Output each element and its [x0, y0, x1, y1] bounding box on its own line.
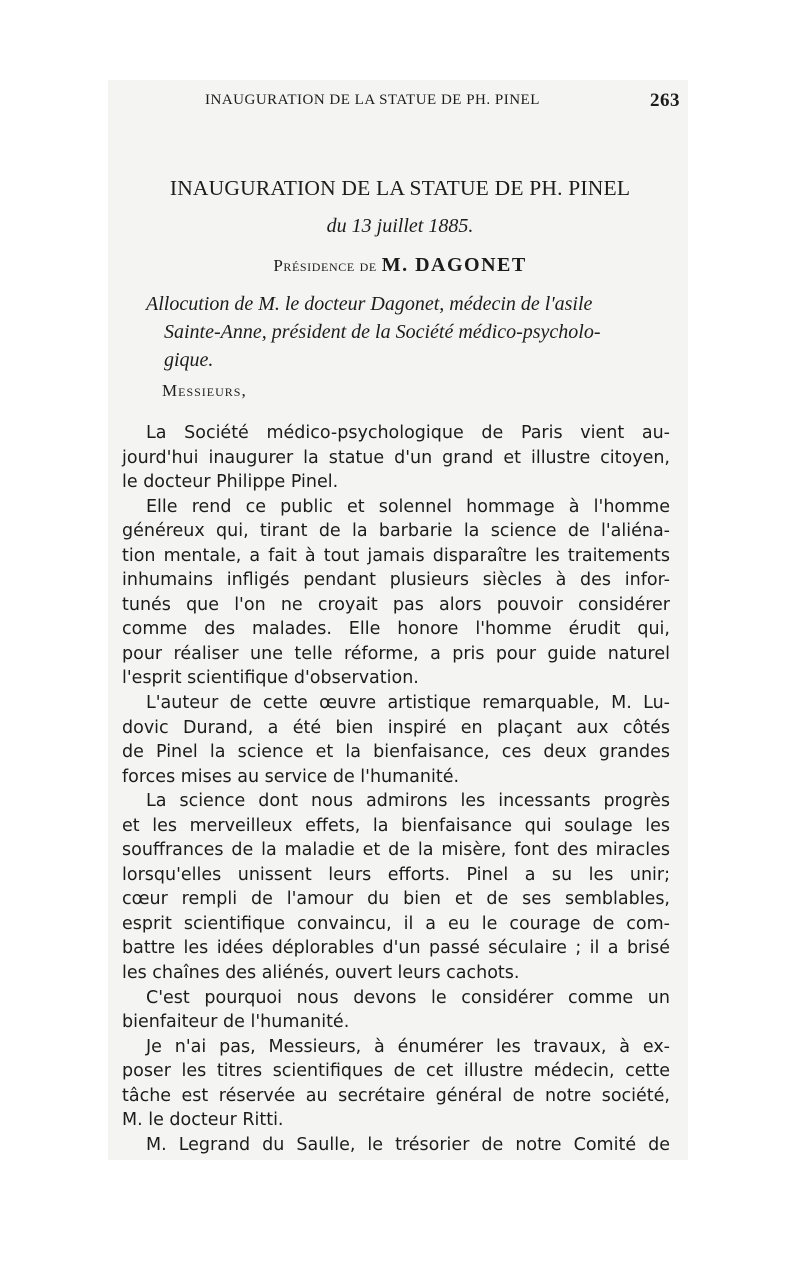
text-line: le docteur Philippe Pinel. — [122, 472, 339, 493]
allocution-line: Allocution de M. le docteur Dagonet, médecin de l'asile — [146, 293, 593, 315]
text-line: La Société médico-psychologique de Paris vient au- — [146, 423, 670, 443]
text-line: tion mentale, a fait à tout jamais disparaître les traitements — [122, 545, 670, 566]
text-line: tâche est réservée au secrétaire général de notre société, — [122, 1085, 670, 1106]
running-title: INAUGURATION DE LA STATUE DE PH. PINEL — [205, 92, 540, 108]
text-line: M. le docteur Ritti. — [122, 1110, 284, 1131]
text-line: souffrances de la maladie et de la misère, font des miracles — [122, 840, 670, 861]
page-number: 263 — [650, 90, 680, 111]
event-date — [0, 215, 800, 238]
allocution-subtitle — [146, 290, 656, 374]
text-line: de Pinel la science et la bienfaisance, ces deux grandes — [122, 742, 670, 763]
allocution-line: Sainte-Anne, président de la Société médico-psycholo- — [164, 321, 601, 343]
salutation: Messieurs, — [162, 381, 247, 400]
text-line: forces mises au service de l'humanité. — [122, 766, 460, 787]
text-line: comme des malades. Elle honore l'homme érudit qui, — [122, 619, 670, 640]
text-line: lorsqu'elles unissent leurs efforts. Pinel a su les unir; — [122, 864, 670, 885]
event-date-text: du 13 juillet 1885. — [326, 215, 474, 237]
text-line: généreux qui, tirant de la barbarie la science de l'aliéna- — [122, 521, 670, 542]
text-line: La science dont nous admirons les incessants progrès — [146, 791, 670, 812]
presidence-label: Présidence de — [273, 256, 377, 275]
text-line: bienfaiteur de l'humanité. — [122, 1012, 350, 1033]
text-line: et les merveilleux effets, la bienfaisance qui soulage les — [122, 815, 670, 836]
text-line: dovic Durand, a été bien inspiré en plaçant aux côtés — [122, 717, 670, 738]
text-line: tunés que l'on ne croyait pas alors pouvoir considérer — [122, 594, 670, 615]
text-line: pour réaliser une telle réforme, a pris pour guide naturel — [122, 643, 670, 664]
text-line: battre les idées déplorables d'un passé séculaire ; il a brisé — [122, 938, 670, 959]
presidence-line — [0, 254, 800, 277]
text-line: les chaînes des aliénés, ouvert leurs cachots. — [122, 963, 520, 984]
body-text — [122, 421, 670, 1157]
text-line: jourd'hui inaugurer la statue d'un grand et illustre citoyen, — [122, 447, 670, 468]
text-line: esprit scientifique convaincu, il a eu le courage de com- — [122, 913, 670, 934]
presidence-name: M. DAGONET — [381, 254, 527, 276]
text-line: C'est pourquoi nous devons le considérer comme un — [146, 987, 670, 1008]
text-line: poser les titres scientifiques de cet illustre médecin, cette — [122, 1061, 670, 1082]
text-line: L'auteur de cette œuvre artistique remarquable, M. Lu- — [146, 693, 670, 714]
text-line: Elle rend ce public et solennel hommage à l'homme — [146, 496, 670, 517]
text-line: Je n'ai pas, Messieurs, à énumérer les travaux, à ex- — [146, 1036, 670, 1057]
article-title: INAUGURATION DE LA STATUE DE PH. PINEL — [169, 176, 631, 200]
allocution-line: gique. — [164, 349, 214, 371]
text-line: l'esprit scientifique d'observation. — [122, 668, 419, 689]
text-line: M. Legrand du Saulle, le trésorier de notre Comité de — [146, 1134, 670, 1155]
text-line: cœur rempli de l'amour du bien et de ses semblables, — [122, 889, 670, 910]
text-line: inhumains infligés pendant plusieurs siècles à des infor- — [122, 570, 670, 591]
